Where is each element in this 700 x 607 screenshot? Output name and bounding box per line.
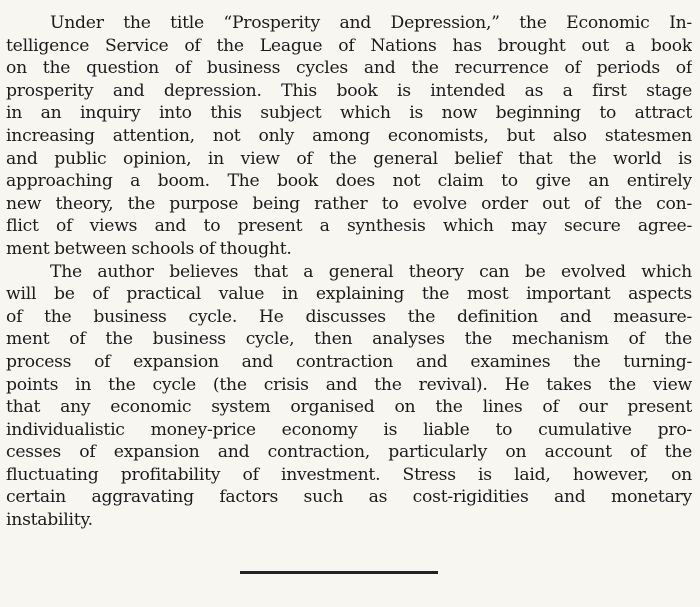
text-line: that any economic system organised on the lines of our present [6, 397, 692, 418]
text-line: on the question of business cycles and the recurrence of periods of [6, 58, 692, 79]
text-line: process of expansion and contraction and examines the turning- [6, 351, 692, 372]
text-line: ment between schools of thought. [6, 238, 292, 259]
text-line: points in the cycle (the crisis and the revival). He takes the view [6, 374, 692, 395]
text-line: fluctuating profitability of investment. Stress is laid, however, on [6, 464, 692, 485]
text-line: in an inquiry into this subject which is now beginning to attract [6, 103, 692, 124]
text-line: of the business cycle. He discusses the definition and measure- [6, 306, 692, 327]
text-line: telligence Service of the League of Nations has brought out a book [6, 35, 692, 56]
text-line: approaching a boom. The book does not claim to give an entirely [6, 171, 692, 192]
text-line: Under the title “Prosperity and Depression,” the Economic In- [50, 13, 692, 33]
section-divider-rule [240, 571, 438, 574]
text-line: certain aggravating factors such as cost-rigidities and monetary [6, 487, 692, 508]
text-line: cesses of expansion and contraction, particularly on account of the [6, 442, 692, 463]
paragraph-2 [6, 261, 692, 532]
text-line: will be of practical value in explaining the most important aspects [6, 284, 692, 305]
text-line: individualistic money-price economy is liable to cumulative pro- [6, 419, 692, 440]
paragraph-1 [6, 12, 692, 261]
text-line: instability. [6, 510, 93, 531]
article-body [6, 12, 692, 532]
text-line: The author believes that a general theory can be evolved which [50, 261, 692, 282]
text-line: flict of views and to present a synthesis which may secure agree- [6, 216, 692, 237]
text-line: and public opinion, in view of the general belief that the world is [6, 148, 692, 169]
text-line: increasing attention, not only among economists, but also statesmen [6, 125, 692, 146]
text-line: ment of the business cycle, then analyses the mechanism of the [6, 329, 692, 350]
text-line: new theory, the purpose being rather to evolve order out of the con- [6, 193, 692, 214]
text-line: prosperity and depression. This book is intended as a first stage [6, 80, 692, 101]
